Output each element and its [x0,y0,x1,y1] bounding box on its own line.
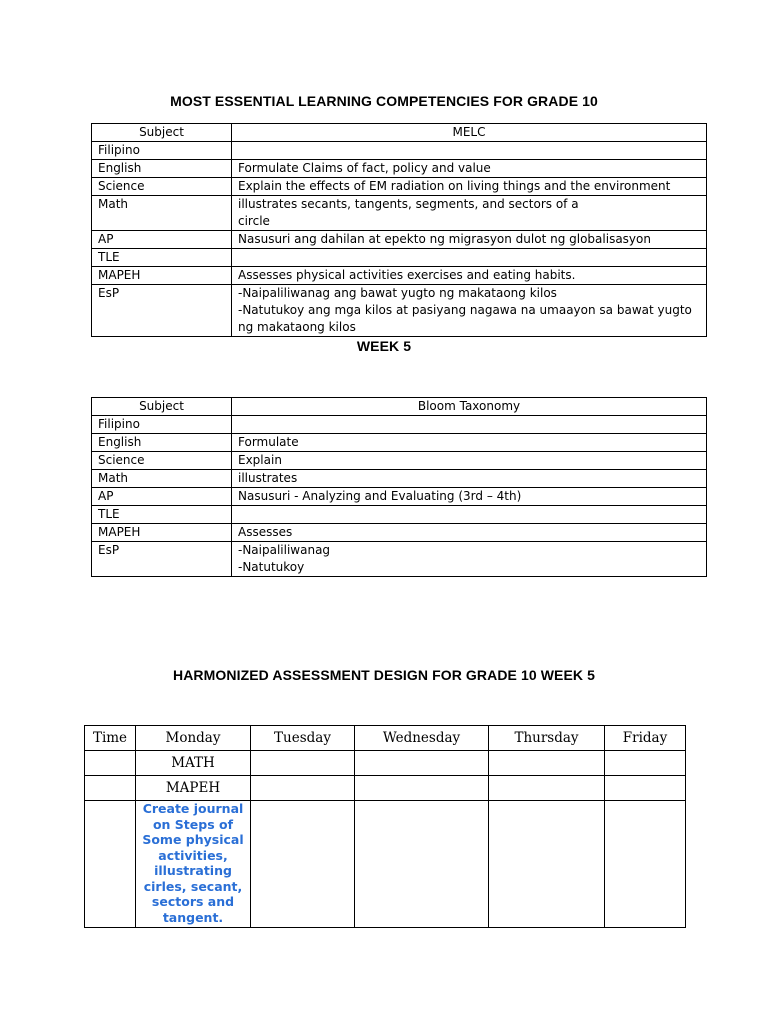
table-header-row [92,124,707,142]
monday-cell: MAPEH [136,776,251,801]
melc-line: ng makataong kilos [238,320,356,334]
header-melc: MELC [232,124,707,142]
assessment-schedule-table [84,725,686,928]
tuesday-cell [251,751,355,776]
subject-cell: TLE [92,506,232,524]
subject-cell: Science [92,178,232,196]
header-time: Time [85,726,136,751]
table-row [92,434,707,452]
bloom-cell [232,542,707,577]
subject-cell: Math [92,470,232,488]
subject-cell: Math [92,196,232,231]
journal-line: on Steps of [152,816,234,832]
monday-cell [136,801,251,928]
journal-line: tangent. [162,909,224,925]
bloom-cell: Nasusuri - Analyzing and Evaluating (3rd – 4th) [232,488,707,506]
bloom-cell [232,416,707,434]
header-friday: Friday [605,726,686,751]
time-cell [85,776,136,801]
melc-cell [232,285,707,337]
time-cell [85,751,136,776]
subject-cell: MAPEH [92,524,232,542]
subject-cell: English [92,160,232,178]
wednesday-cell [355,751,489,776]
table-row [92,178,707,196]
table-row [92,267,707,285]
subject-cell: MAPEH [92,267,232,285]
bloom-cell [232,506,707,524]
table-row [92,524,707,542]
table-row [92,542,707,577]
header-bloom: Bloom Taxonomy [232,398,707,416]
table-row [92,196,707,231]
table-row [92,285,707,337]
subject-cell: Filipino [92,416,232,434]
melc-cell: Formulate Claims of fact, policy and value [232,160,707,178]
subject-cell: Science [92,452,232,470]
melc-cell: Nasusuri ang dahilan at epekto ng migrasyon dulot ng globalisasyon [232,231,707,249]
melc-table [91,123,707,337]
header-subject: Subject [92,124,232,142]
table-row [92,231,707,249]
wednesday-cell [355,776,489,801]
melc-title: MOST ESSENTIAL LEARNING COMPETENCIES FOR GRADE 10 [170,93,598,109]
melc-cell [232,142,707,160]
header-tuesday: Tuesday [251,726,355,751]
table-header-row [92,398,707,416]
bloom-line: -Naipaliliwanag [238,543,331,557]
subject-cell: English [92,434,232,452]
friday-cell [605,776,686,801]
melc-line: -Natutukoy ang mga kilos at pasiyang nagawa na umaayon sa bawat yugto [238,303,692,317]
tuesday-cell [251,776,355,801]
bloom-table [91,397,707,577]
melc-cell [232,249,707,267]
header-subject: Subject [92,398,232,416]
bloom-cell: Formulate [232,434,707,452]
bloom-cell: illustrates [232,470,707,488]
journal-line: Some physical [142,832,244,847]
journal-line: cirles, secant, [143,878,243,894]
table-row [92,249,707,267]
subject-cell: Filipino [92,142,232,160]
journal-task-text [136,801,250,925]
wednesday-cell [355,801,489,928]
bloom-cell: Assesses [232,524,707,542]
header-monday: Monday [136,726,251,751]
monday-cell: MATH [136,751,251,776]
melc-cell: Explain the effects of EM radiation on living things and the environment [232,178,707,196]
journal-line: illustrating [154,863,232,878]
subject-cell: TLE [92,249,232,267]
week-title: WEEK 5 [356,338,412,354]
friday-cell [605,801,686,928]
table-row [85,751,686,776]
bloom-line: -Natutukoy [238,560,305,574]
header-thursday: Thursday [489,726,605,751]
tuesday-cell [251,801,355,928]
thursday-cell [489,751,605,776]
melc-line: illustrates secants, tangents, segments, and sectors of a [238,197,579,211]
table-row [85,776,686,801]
table-row [92,488,707,506]
table-row [92,160,707,178]
table-header-row [85,726,686,751]
thursday-cell [489,801,605,928]
subject-cell: EsP [92,542,232,577]
table-row [92,416,707,434]
friday-cell [605,751,686,776]
subject-cell: AP [92,488,232,506]
header-wednesday: Wednesday [355,726,489,751]
melc-cell [232,196,707,231]
table-row [92,506,707,524]
subject-cell: AP [92,231,232,249]
melc-line: -Naipaliliwanag ang bawat yugto ng makataong kilos [238,286,557,300]
table-row [92,452,707,470]
journal-line: Create journal [142,801,244,816]
bloom-cell: Explain [232,452,707,470]
table-row [92,142,707,160]
melc-line: circle [238,214,270,228]
table-row [92,470,707,488]
table-row [85,801,686,928]
journal-line: activities, [158,847,228,863]
melc-cell: Assesses physical activities exercises and eating habits. [232,267,707,285]
assessment-title: HARMONIZED ASSESSMENT DESIGN FOR GRADE 10 WEEK 5 [173,667,595,683]
journal-line: sectors and [151,894,235,909]
thursday-cell [489,776,605,801]
time-cell [85,801,136,928]
subject-cell: EsP [92,285,232,337]
